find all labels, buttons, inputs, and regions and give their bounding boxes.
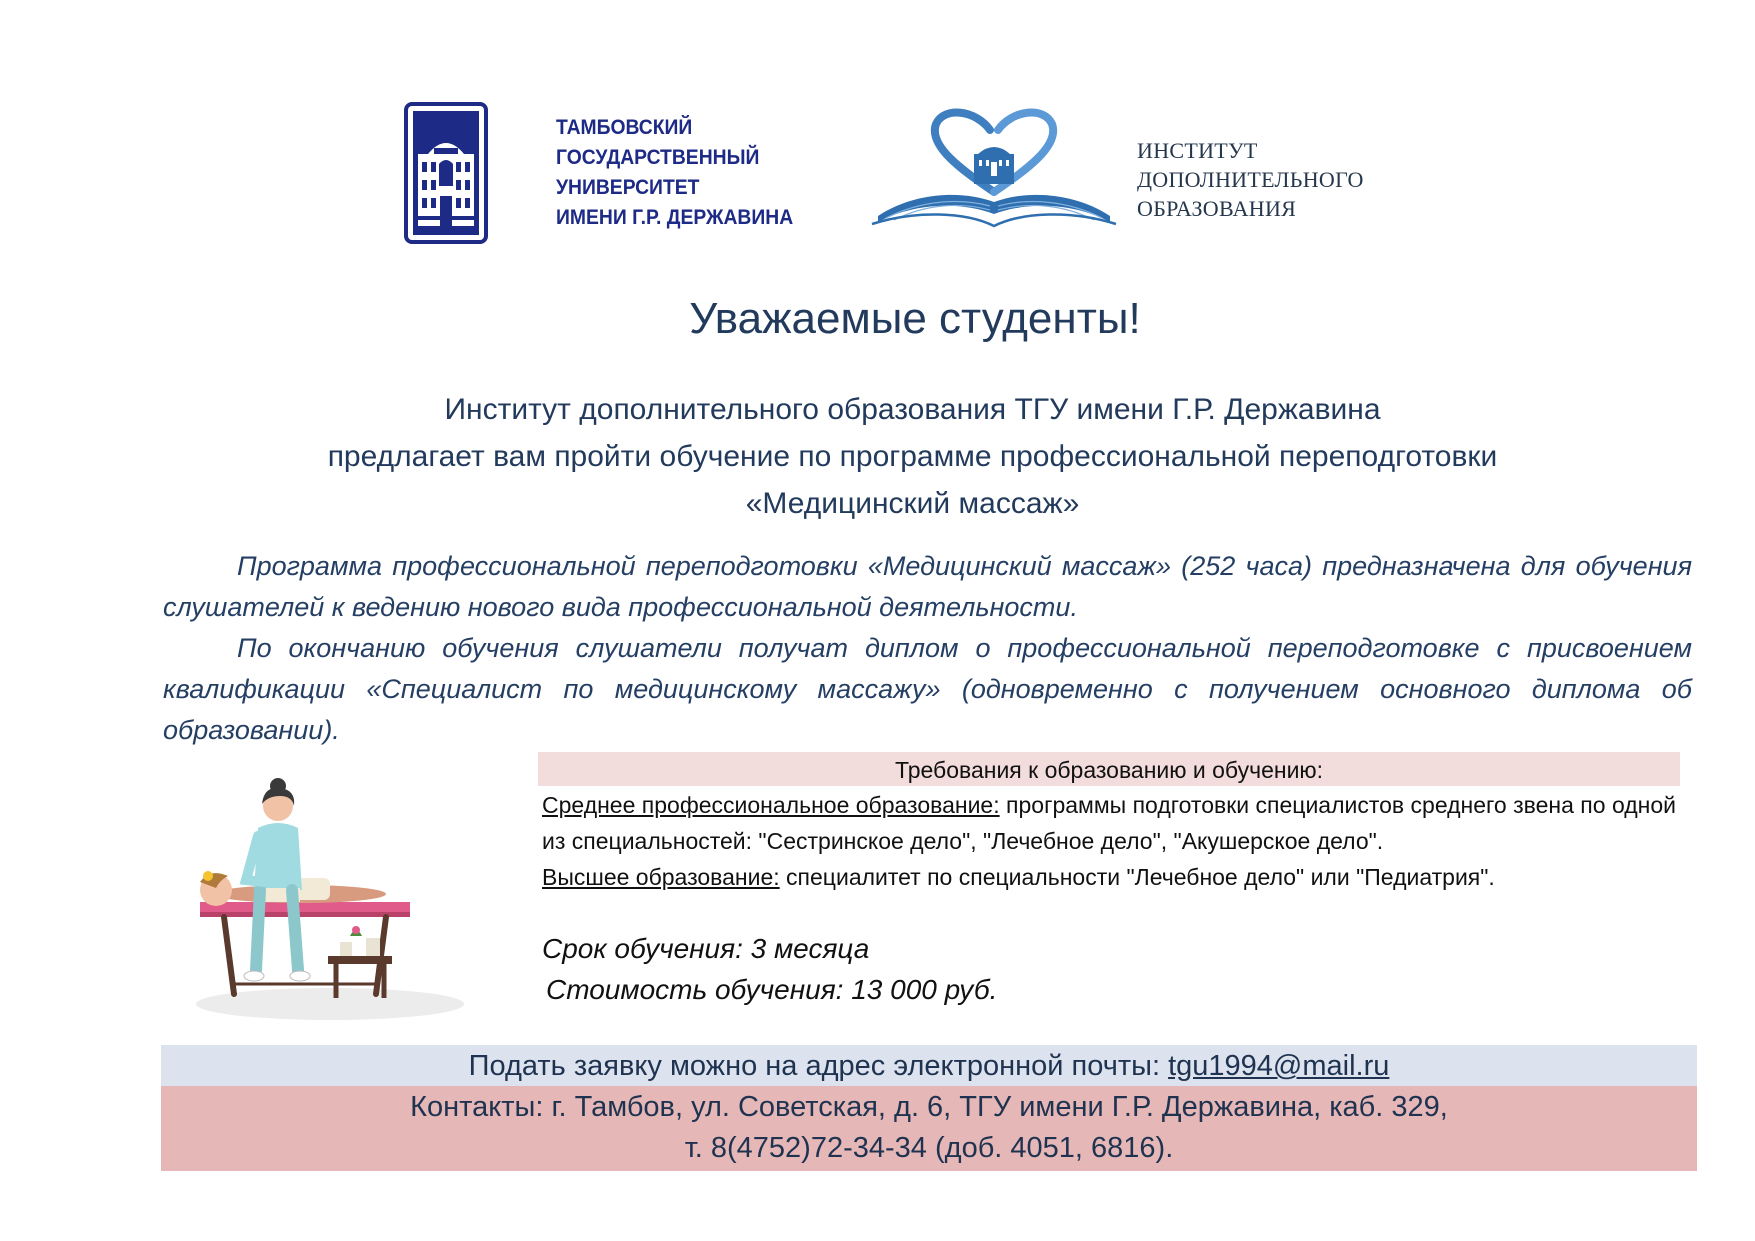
intro-line: «Медицинский массаж» [745,487,1080,520]
contacts-phone: т. 8(4752)72-34-34 (доб. 4051, 6816). [684,1132,1174,1164]
massage-illustration-icon [180,770,480,1026]
email-prefix: Подать заявку можно на адрес электронной почты: [468,1050,1169,1082]
ido-name [1137,136,1417,223]
ido-name-line: ИНСТИТУТ [1137,138,1258,163]
tsu-name-line: УНИВЕРСИТЕТ [556,176,700,199]
requirements-title: Требования к образованию и обучению: [538,752,1680,786]
body-paragraph: Программа профессиональной переподготовки «Медицинский массаж» (252 часа) предназначена для обучения слушателей к ведению нового вида профессиональной деятельности. [163,551,1692,622]
requirement-value: специалитет по специальности "Лечебное дело" или "Педиатрия". [779,864,1495,890]
program-description [163,546,1692,751]
requirement-secondary [542,787,1676,859]
tsu-name-line: ГОСУДАРСТВЕННЫЙ [556,146,760,169]
body-paragraph: По окончанию обучения слушатели получат диплом о профессиональной переподготовке с присвоением квалификации «Специалист по медицинскому массажу» (одновременно с получением основного диплома об образовании). [163,633,1692,745]
requirement-label: Среднее профессиональное образование: [542,792,1000,818]
tsu-name [556,113,795,233]
intro-line: Институт дополнительного образования ТГУ имени Г.Р. Державина [444,393,1381,426]
tsu-name-line: ТАМБОВСКИЙ [556,116,693,139]
tsu-logo-icon [404,102,488,244]
study-duration: Срок обучения: 3 месяца [542,933,870,964]
contacts-address: Контакты: г. Тамбов, ул. Советская, д. 6, ТГУ имени Г.Р. Державина, каб. 329, [410,1091,1448,1123]
ido-name-line: ОБРАЗОВАНИЯ [1137,196,1297,221]
page-title: Уважаемые студенты! [689,294,1141,343]
requirement-value: программы подготовки специалистов среднего звена по одной из специальностей: "Сестринское дело", "Лечебное дело", "Акушерское дело". [542,792,1676,854]
contacts-band [161,1086,1697,1171]
intro-line: предлагает вам пройти обучение по программе профессиональной переподготовки [327,440,1498,473]
intro-text [0,386,1755,527]
tsu-name-line: ИМЕНИ Г.Р. ДЕРЖАВИНА [556,206,794,229]
requirement-label: Высшее образование: [542,864,780,890]
requirements-text [542,787,1676,895]
ido-logo-icon [866,106,1122,240]
study-cost: Стоимость обучения: 13 000 руб. [546,974,998,1005]
email-link[interactable]: tgu1994@mail.ru [1168,1050,1390,1082]
email-band [161,1045,1697,1086]
ido-name-line: ДОПОЛНИТЕЛЬНОГО [1137,167,1364,192]
requirement-higher [542,859,1676,895]
